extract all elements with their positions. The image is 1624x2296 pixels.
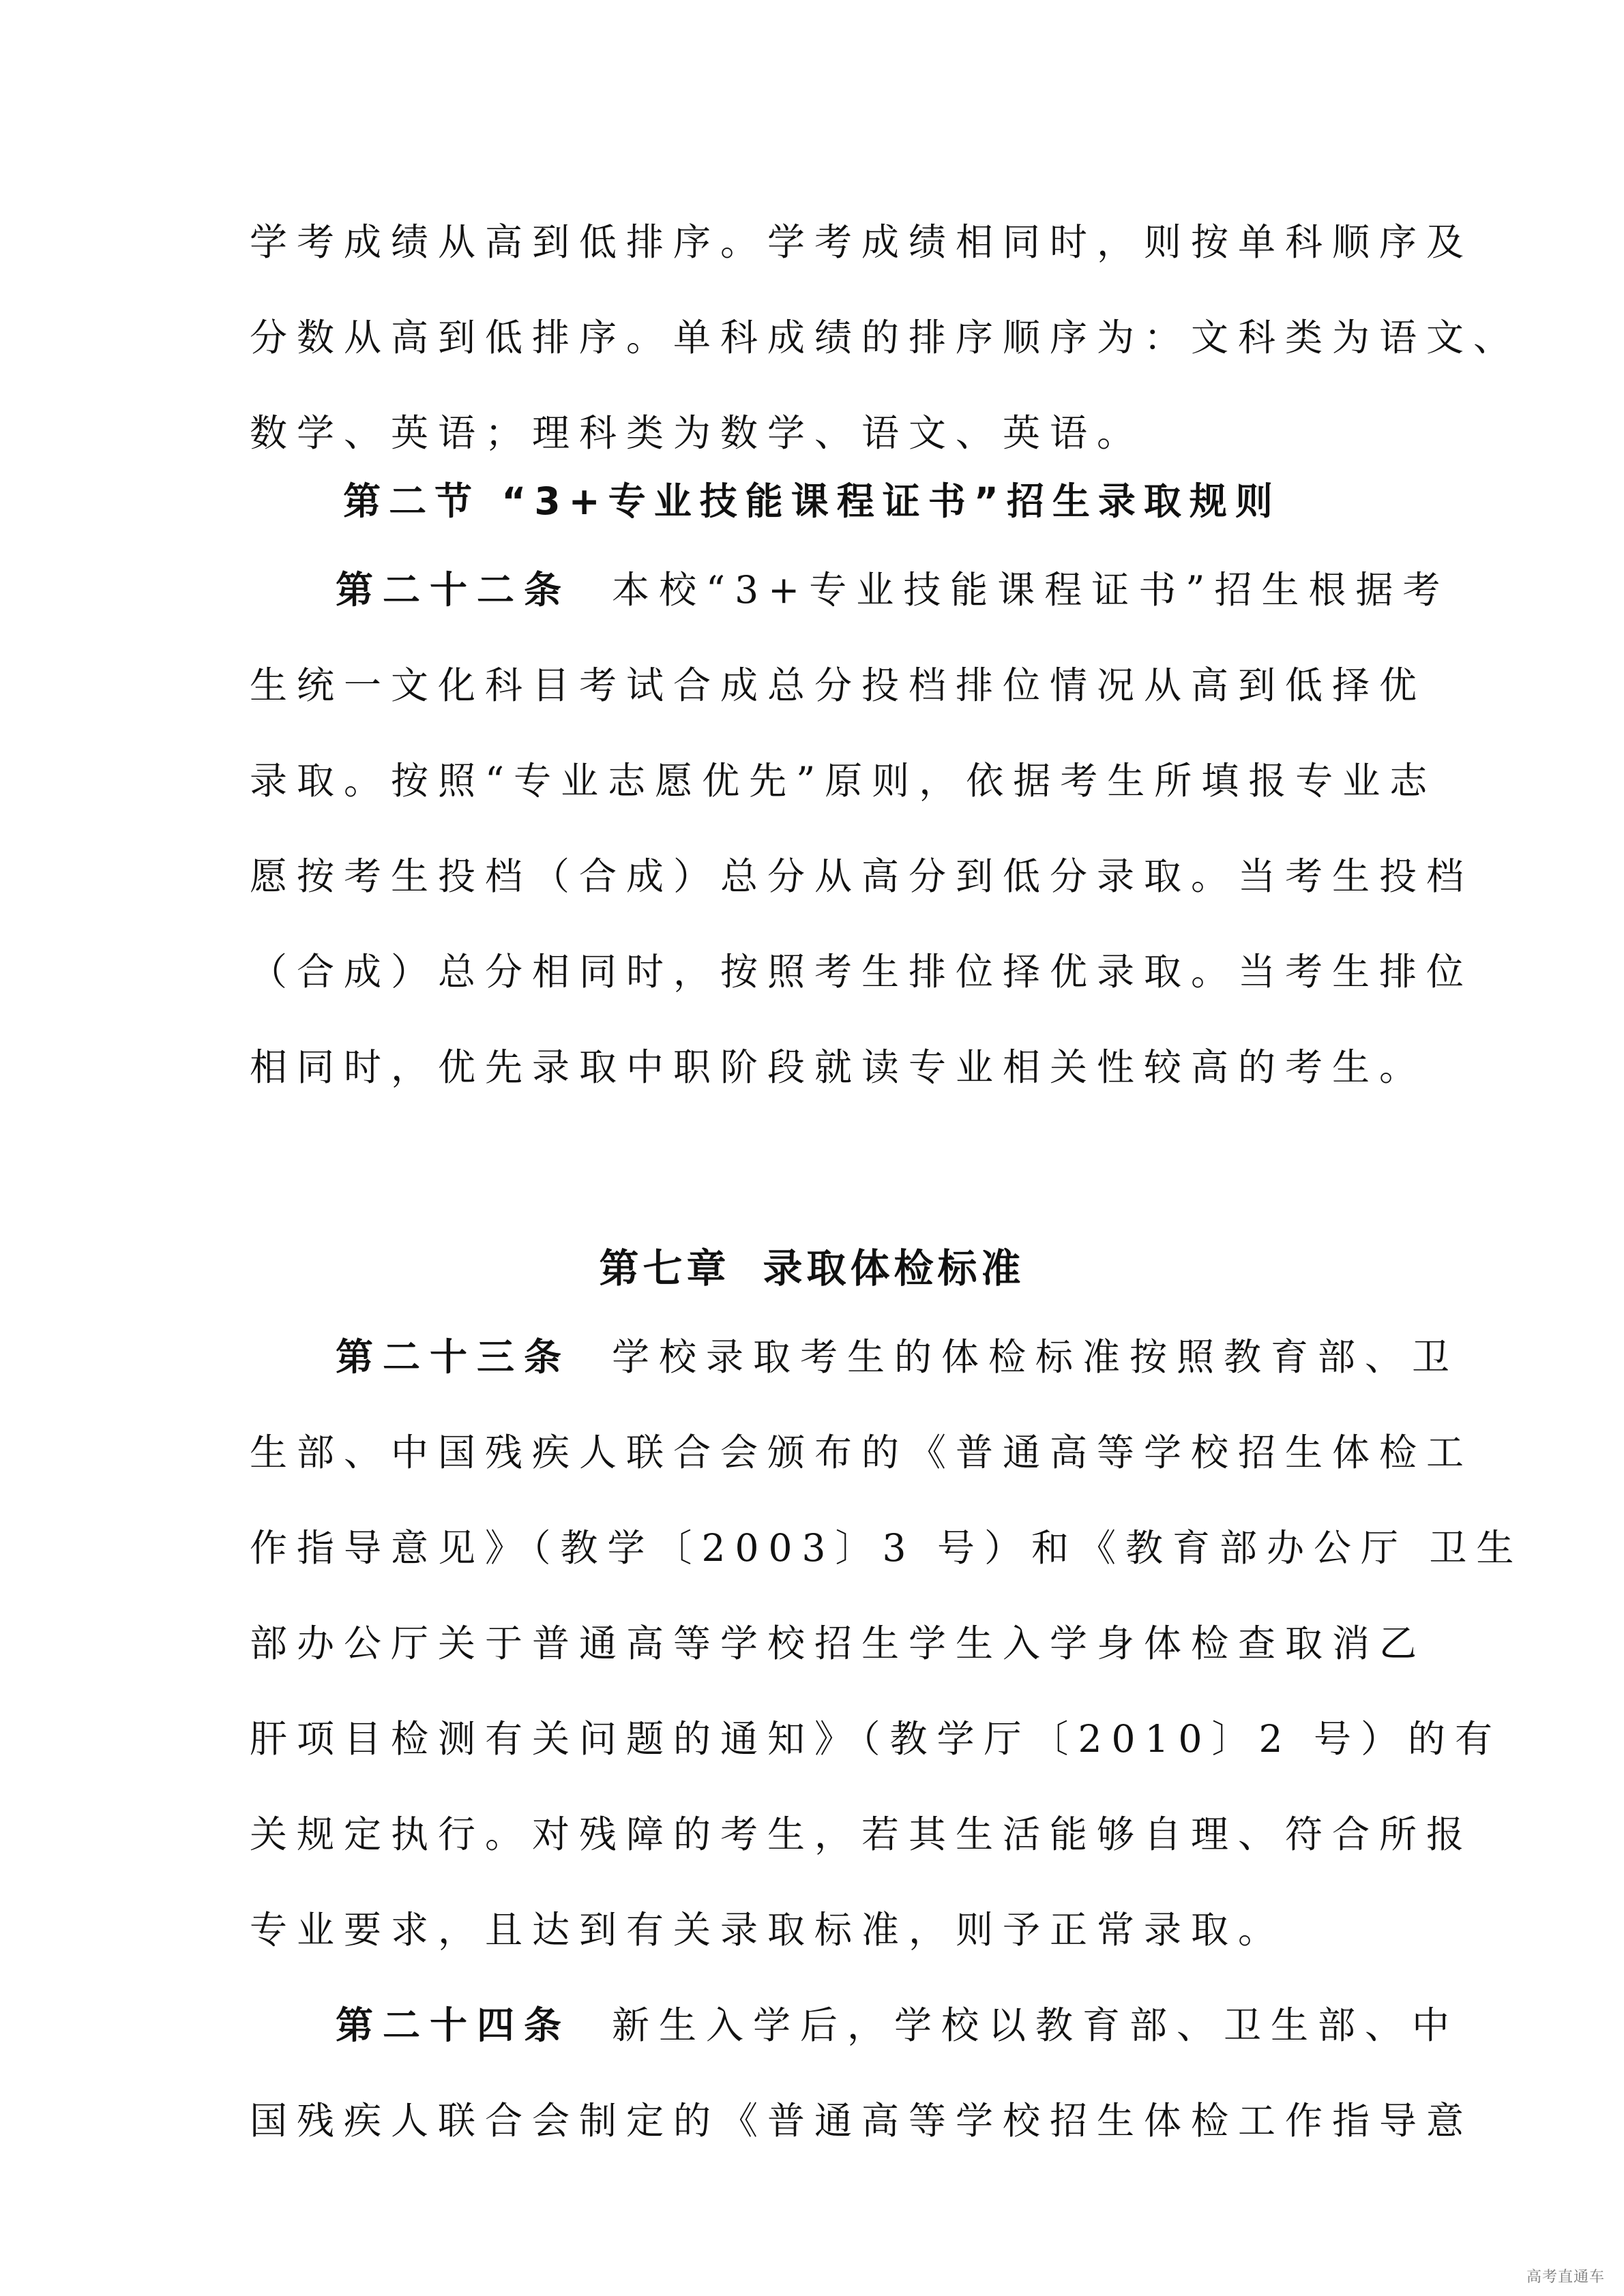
chapter-heading xyxy=(0,1221,1624,1316)
article-label: 第二十二条 xyxy=(336,568,572,612)
article-text: 学校录取考生的体检标准按照教育部、卫 xyxy=(612,1335,1460,1379)
article-label: 第二十四条 xyxy=(336,2003,572,2047)
paragraph-line: 相同时，优先录取中职阶段就读专业相关性较高的考生。 xyxy=(250,1045,1427,1089)
paragraph-line: 肝项目检测有关问题的通知》（教学厅〔2010〕2 号）的有 xyxy=(250,1717,1502,1761)
chapter-number: 第七章 xyxy=(599,1245,730,1292)
paragraph-line: 分数从高到低排序。单科成绩的排序顺序为：文科类为语文、 xyxy=(250,316,1521,359)
paragraph-line: 生统一文化科目考试合成总分投档排位情况从高到低择优 xyxy=(250,664,1427,707)
article-label: 第二十三条 xyxy=(336,1335,572,1379)
article-first-line xyxy=(250,1309,1460,1405)
paragraph-line: （合成）总分相同时，按照考生排位择优录取。当考生排位 xyxy=(250,950,1474,994)
paragraph-line: 部办公厅关于普通高等学校招生学生入学身体检查取消乙 xyxy=(250,1622,1427,1665)
paragraph-line: 作指导意见》（教学〔2003〕3 号）和《教育部办公厅 卫生 xyxy=(250,1526,1524,1570)
section-heading: 第二节 “3+专业技能课程证书”招生录取规则 xyxy=(343,479,1281,523)
paragraph-line: 关规定执行。对残障的考生，若其生活能够自理、符合所报 xyxy=(250,1813,1474,1856)
article-first-line xyxy=(250,1978,1460,2073)
article-24 xyxy=(250,1978,1474,2168)
continuation-paragraph xyxy=(250,194,1521,481)
paragraph-line: 专业要求，且达到有关录取标准，则予正常录取。 xyxy=(250,1908,1286,1952)
article-text: 新生入学后，学校以教育部、卫生部、中 xyxy=(612,2003,1460,2047)
paragraph-line: 生部、中国残疾人联合会颁布的《普通高等学校招生体检工 xyxy=(250,1431,1474,1474)
paragraph-line: 学考成绩从高到低排序。学考成绩相同时，则按单科顺序及 xyxy=(250,220,1474,264)
paragraph-line: 愿按考生投档（合成）总分从高分到低分录取。当考生投档 xyxy=(250,854,1474,898)
paragraph-line: 国残疾人联合会制定的《普通高等学校招生体检工作指导意 xyxy=(250,2099,1474,2143)
paragraph-line: 录取。按照“专业志愿优先”原则，依据考生所填报专业志 xyxy=(250,759,1437,803)
paragraph-line: 数学、英语；理科类为数学、语文、英语。 xyxy=(250,411,1145,455)
article-text: 本校“3+专业技能课程证书”招生根据考 xyxy=(612,568,1450,612)
chapter-title: 录取体检标准 xyxy=(763,1245,1025,1292)
watermark: 高考直通车 xyxy=(1526,2269,1605,2286)
article-23 xyxy=(250,1309,1524,1978)
article-22 xyxy=(250,542,1474,1115)
article-first-line xyxy=(250,542,1450,638)
